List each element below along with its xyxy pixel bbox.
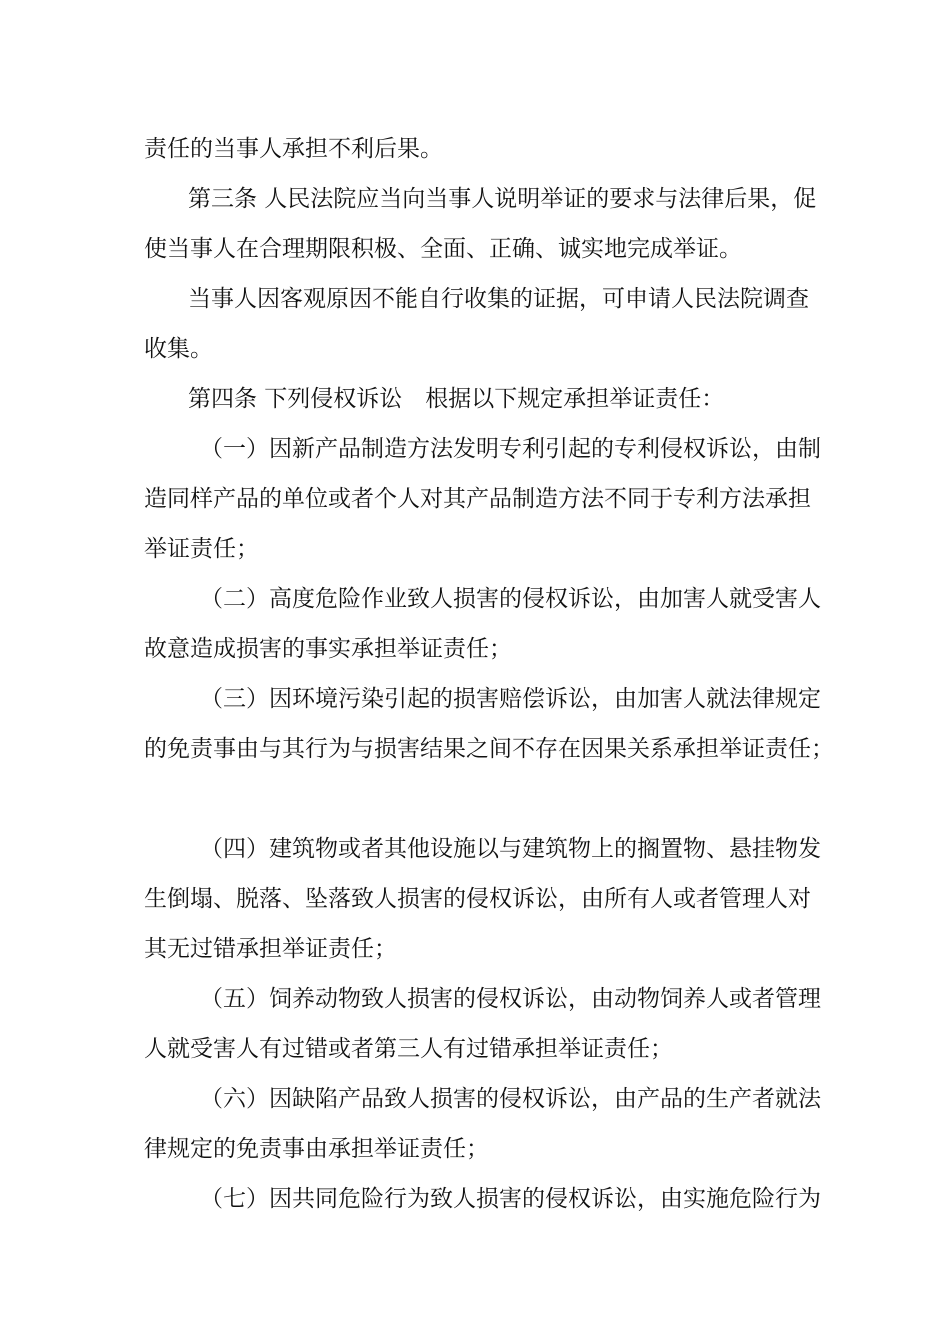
item-6-line: （六）因缺陷产品致人损害的侵权诉讼，由产品的生产者就法 [200,1086,821,1112]
text-line: 其无过错承担举证责任； [144,936,397,962]
text-line: 造同样产品的单位或者个人对其产品制造方法不同于专利方法承担 [144,486,811,512]
text-line: 人就受害人有过错或者第三人有过错承担举证责任； [144,1036,673,1062]
paragraph-start-line: 当事人因客观原因不能自行收集的证据，可申请人民法院调查 [188,286,809,312]
item-4-line: （四）建筑物或者其他设施以与建筑物上的搁置物、悬挂物发 [200,836,821,862]
text-line: 生倒塌、脱落、坠落致人损害的侵权诉讼，由所有人或者管理人对 [144,886,811,912]
text-line: 收集。 [144,336,213,362]
article-4-heading-line: 第四条 下列侵权诉讼 根据以下规定承担举证责任： [188,386,725,412]
item-3-line: （三）因环境污染引起的损害赔偿诉讼，由加害人就法律规定 [200,686,821,712]
item-5-line: （五）饲养动物致人损害的侵权诉讼，由动物饲养人或者管理 [200,986,821,1012]
text-line: 故意造成损害的事实承担举证责任； [144,636,512,662]
text-line: 律规定的免责事由承担举证责任； [144,1136,489,1162]
text-line: 的免责事由与其行为与损害结果之间不存在因果关系承担举证责任； [144,736,834,762]
blank-line [144,774,814,824]
document-body [144,124,834,1224]
text-line: 责任的当事人承担不利后果。 [144,136,443,162]
item-2-line: （二）高度危险作业致人损害的侵权诉讼，由加害人就受害人 [200,586,821,612]
item-1-line: （一）因新产品制造方法发明专利引起的专利侵权诉讼，由制 [200,436,821,462]
article-3-heading-line: 第三条 人民法院应当向当事人说明举证的要求与法律后果，促 [188,186,817,212]
item-7-line: （七）因共同危险行为致人损害的侵权诉讼，由实施危险行为 [200,1186,821,1212]
text-line: 举证责任； [144,536,259,562]
text-line: 使当事人在合理期限积极、全面、正确、诚实地完成举证。 [144,236,742,262]
